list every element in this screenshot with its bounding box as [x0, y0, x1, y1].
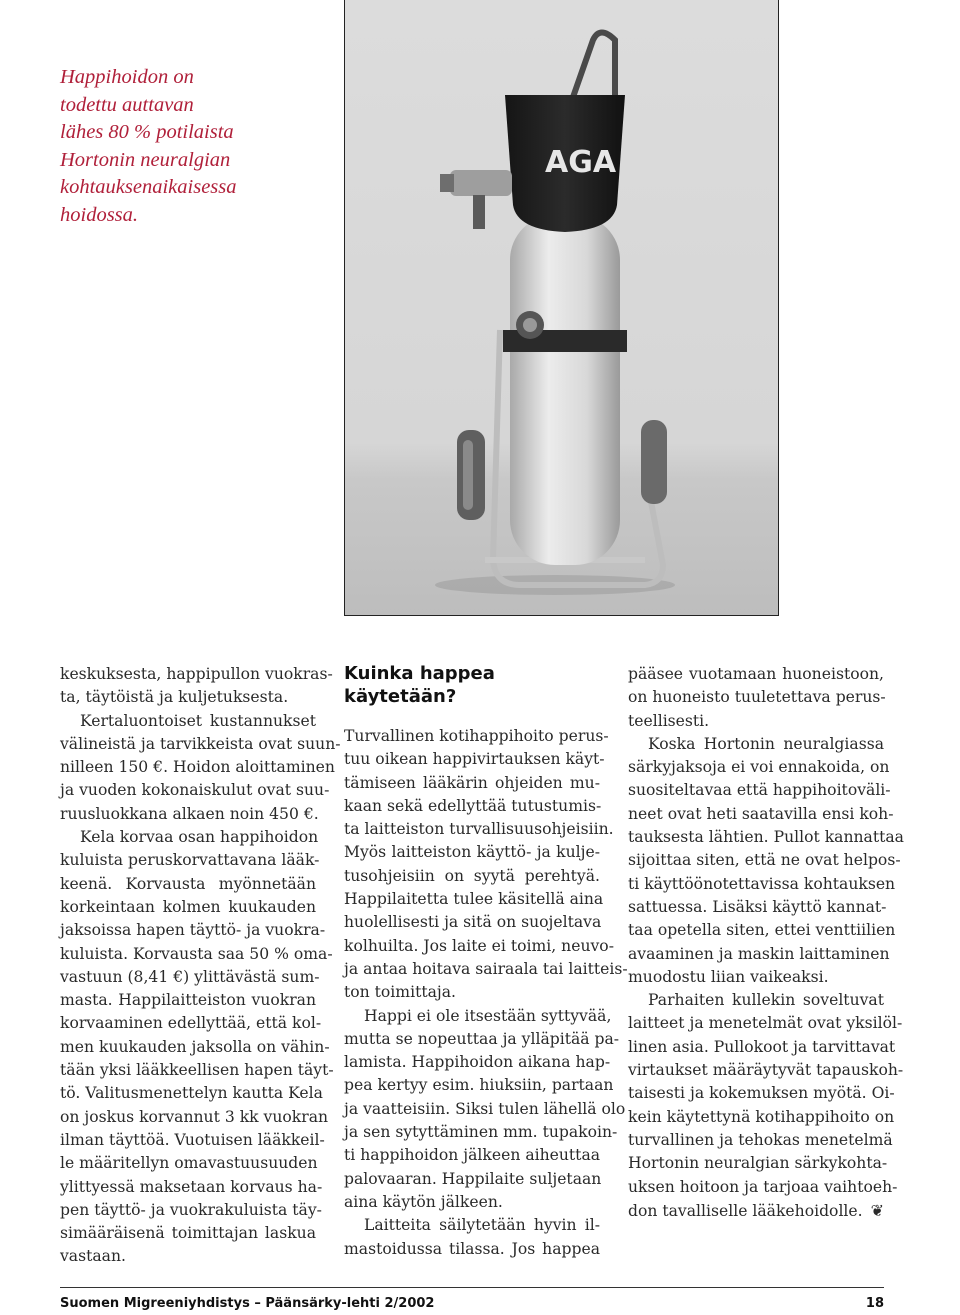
body-line: välineistä ja tarvikkeista ovat suun- — [60, 734, 341, 753]
article-column-2 — [344, 663, 628, 1261]
body-line: Laitteita säilytetään hyvin il- — [364, 1216, 600, 1235]
body-line: korvaaminen edellyttää, että kol- — [60, 1014, 322, 1033]
body-line: sattuessa. Lisäksi käyttö kannat- — [628, 897, 887, 916]
oxygen-cylinder-illustration — [345, 0, 779, 616]
body-line: ja sen sytyttäminen mm. tupakoin- — [344, 1123, 618, 1142]
body-line: keenä. Korvausta myönnetään — [60, 874, 316, 893]
body-line: virtaukset määräytyvät tapauskoh- — [628, 1061, 904, 1080]
body-line: Turvallinen kotihappihoito perus- — [344, 727, 609, 745]
body-line — [628, 1199, 884, 1223]
page-number: 18 — [865, 1296, 884, 1311]
body-line: ja vuoden kokonaiskulut ovat suu- — [60, 781, 330, 800]
body-line: tään yksi lääkkeellisen hapen täyt- — [60, 1061, 334, 1080]
body-line: linen asia. Pullokoot ja tarvittavat — [628, 1037, 896, 1056]
body-line: ta laitteiston turvallisuusohjeisiin. — [344, 820, 614, 839]
pull-quote-line: Hortonin neuralgian — [60, 148, 231, 171]
body-line: ruusluokkana alkaen noin 450 €. — [60, 804, 319, 823]
body-line: palovaaran. Happilaite suljetaan — [344, 1169, 602, 1188]
body-line: nilleen 150 €. Hoidon aloittaminen — [60, 758, 335, 777]
body-line: Kertaluontoiset kustannukset — [80, 711, 316, 730]
body-line: mastoidussa tilassa. Jos happea — [344, 1239, 600, 1258]
body-line: Hortonin neuralgian särkykohta- — [628, 1154, 888, 1173]
body-line: pen täyttö- ja vuokrakuluista täy- — [60, 1200, 322, 1219]
body-line: korkeintaan kolmen kuukauden — [60, 897, 316, 916]
oxygen-cylinder-photo — [344, 0, 779, 616]
body-line: jaksoissa hapen täyttö- ja vuokra- — [60, 921, 326, 940]
body-line: ti happihoidon jälkeen aiheuttaa — [344, 1146, 601, 1165]
body-line: pea kertyy esim. hiuksiin, partaan — [344, 1076, 614, 1095]
body-line: taisesti ja kokemuksen myötä. Oi- — [628, 1084, 895, 1103]
article-column-3 — [628, 663, 904, 1223]
body-line: turvallinen ja tehokas menetelmä — [628, 1130, 893, 1149]
end-of-article-icon: ❦ — [870, 1200, 885, 1220]
pull-quote-line: lähes 80 % potilaista — [60, 121, 234, 143]
body-line: muodostu liian vaikeaksi. — [628, 967, 829, 986]
body-line: ta, täytöistä ja kuljetuksesta. — [60, 688, 289, 707]
body-line: suositeltavaa että happihoitoväli- — [628, 781, 891, 800]
body-line: ja antaa hoitava sairaala tai laitteis- — [344, 959, 628, 978]
body-line: men kuukauden jaksolla on vähin- — [60, 1037, 330, 1056]
pull-quote-line: kohtauksenaikaisessa — [60, 176, 237, 198]
body-line: sijoittaa siten, että ne ovat helpos- — [628, 851, 901, 870]
body-line: kuluista. Korvausta saa 50 % oma- — [60, 944, 333, 963]
body-line: tusohjeisiin on syytä perehtyä. — [344, 866, 600, 885]
body-line: kuluista peruskorvattavana lääk- — [60, 851, 320, 870]
body-line: mutta se nopeuttaa ja ylläpitää pa- — [344, 1029, 620, 1048]
body-line: ton toimittaja. — [344, 983, 456, 1002]
cap-brand-label: AGA — [545, 145, 617, 180]
body-line: ylittyessä maksetaan korvaus ha- — [60, 1177, 323, 1196]
body-line: lamista. Happihoidon aikana hap- — [344, 1053, 611, 1072]
pull-quote-line: Happihoidon on — [60, 66, 194, 88]
body-line: vastaan. — [60, 1247, 126, 1266]
body-line: on joskus korvannut 3 kk vuokran — [60, 1107, 329, 1126]
body-line: tämiseen lääkärin ohjeiden mu- — [344, 773, 600, 792]
body-line: laitteet ja menetelmät ovat yksilöl- — [628, 1014, 903, 1033]
body-line: taa opetella siten, ettei venttiilien — [628, 921, 896, 940]
body-line: le määritellyn omavastuusuuden — [60, 1154, 318, 1173]
body-line: avaaminen ja maskin laittaminen — [628, 944, 890, 963]
body-line: Happilaitetta tulee käsitellä aina — [344, 890, 604, 909]
body-line: Myös laitteiston käyttö- ja kulje- — [344, 843, 600, 862]
body-line: särkyjaksoja ei voi ennakoida, on — [628, 758, 890, 777]
body-line: tauksesta lähtien. Pullot kannattaa — [628, 828, 904, 847]
pull-quote-line: hoidossa. — [60, 203, 139, 226]
body-line: teellisesti. — [628, 711, 710, 730]
section-heading-line: käytetään? — [344, 685, 457, 707]
body-line: keskuksesta, happipullon vuokras- — [60, 665, 333, 683]
body-line: kaan sekä edellyttää tutustumis- — [344, 796, 602, 815]
body-line: tuu oikean happivirtauksen käyt- — [344, 750, 605, 769]
body-line: on huoneisto tuuletettava perus- — [628, 688, 886, 707]
body-line: masta. Happilaitteiston vuokran — [60, 991, 316, 1010]
body-line: Happi ei ole itsestään syttyvää, — [364, 1006, 612, 1025]
body-line: pääsee vuotamaan huoneistoon, — [628, 665, 884, 683]
body-line: Parhaiten kullekin soveltuvat — [648, 991, 884, 1010]
body-line: huolellisesti ja sitä on suojeltava — [344, 913, 602, 932]
body-line: aina käytön jälkeen. — [344, 1192, 503, 1211]
body-line: ti käyttöönotettavissa kohtauksen — [628, 874, 896, 893]
body-line: tö. Valitusmenettelyn kautta Kela — [60, 1084, 323, 1103]
section-heading-line: Kuinka happea — [344, 663, 495, 684]
footer-rule — [60, 1287, 884, 1288]
body-line: ja vaatteisiin. Siksi tulen lähellä olo — [344, 1099, 626, 1118]
body-line: kolhuilta. Jos laite ei toimi, neuvo- — [344, 936, 614, 955]
footer-publication: Suomen Migreeniyhdistys – Päänsärky-lehti 2/2002 — [60, 1296, 435, 1311]
pull-quote-line: todettu auttavan — [60, 93, 194, 116]
pull-quote — [60, 64, 310, 229]
body-line: neet ovat heti saatavilla ensi koh- — [628, 804, 894, 823]
body-line: kein käytettynä kotihappihoito on — [628, 1107, 895, 1126]
body-line: simääräisenä toimittajan laskua — [60, 1224, 316, 1243]
section-heading — [344, 663, 600, 708]
body-line: Kela korvaa osan happihoidon — [80, 828, 319, 847]
body-line: Koska Hortonin neuralgiassa — [648, 734, 884, 753]
body-line: uksen hoitoon ja tarjoaa vaihtoeh- — [628, 1177, 898, 1196]
article-column-1 — [60, 663, 341, 1269]
body-line: vastuun (8,41 €) ylittävästä sum- — [60, 967, 320, 986]
body-line: ilman täyttöä. Vuotuisen lääkkeil- — [60, 1130, 325, 1149]
body-line-text: don tavalliselle lääkehoidolle. — [628, 1201, 863, 1220]
